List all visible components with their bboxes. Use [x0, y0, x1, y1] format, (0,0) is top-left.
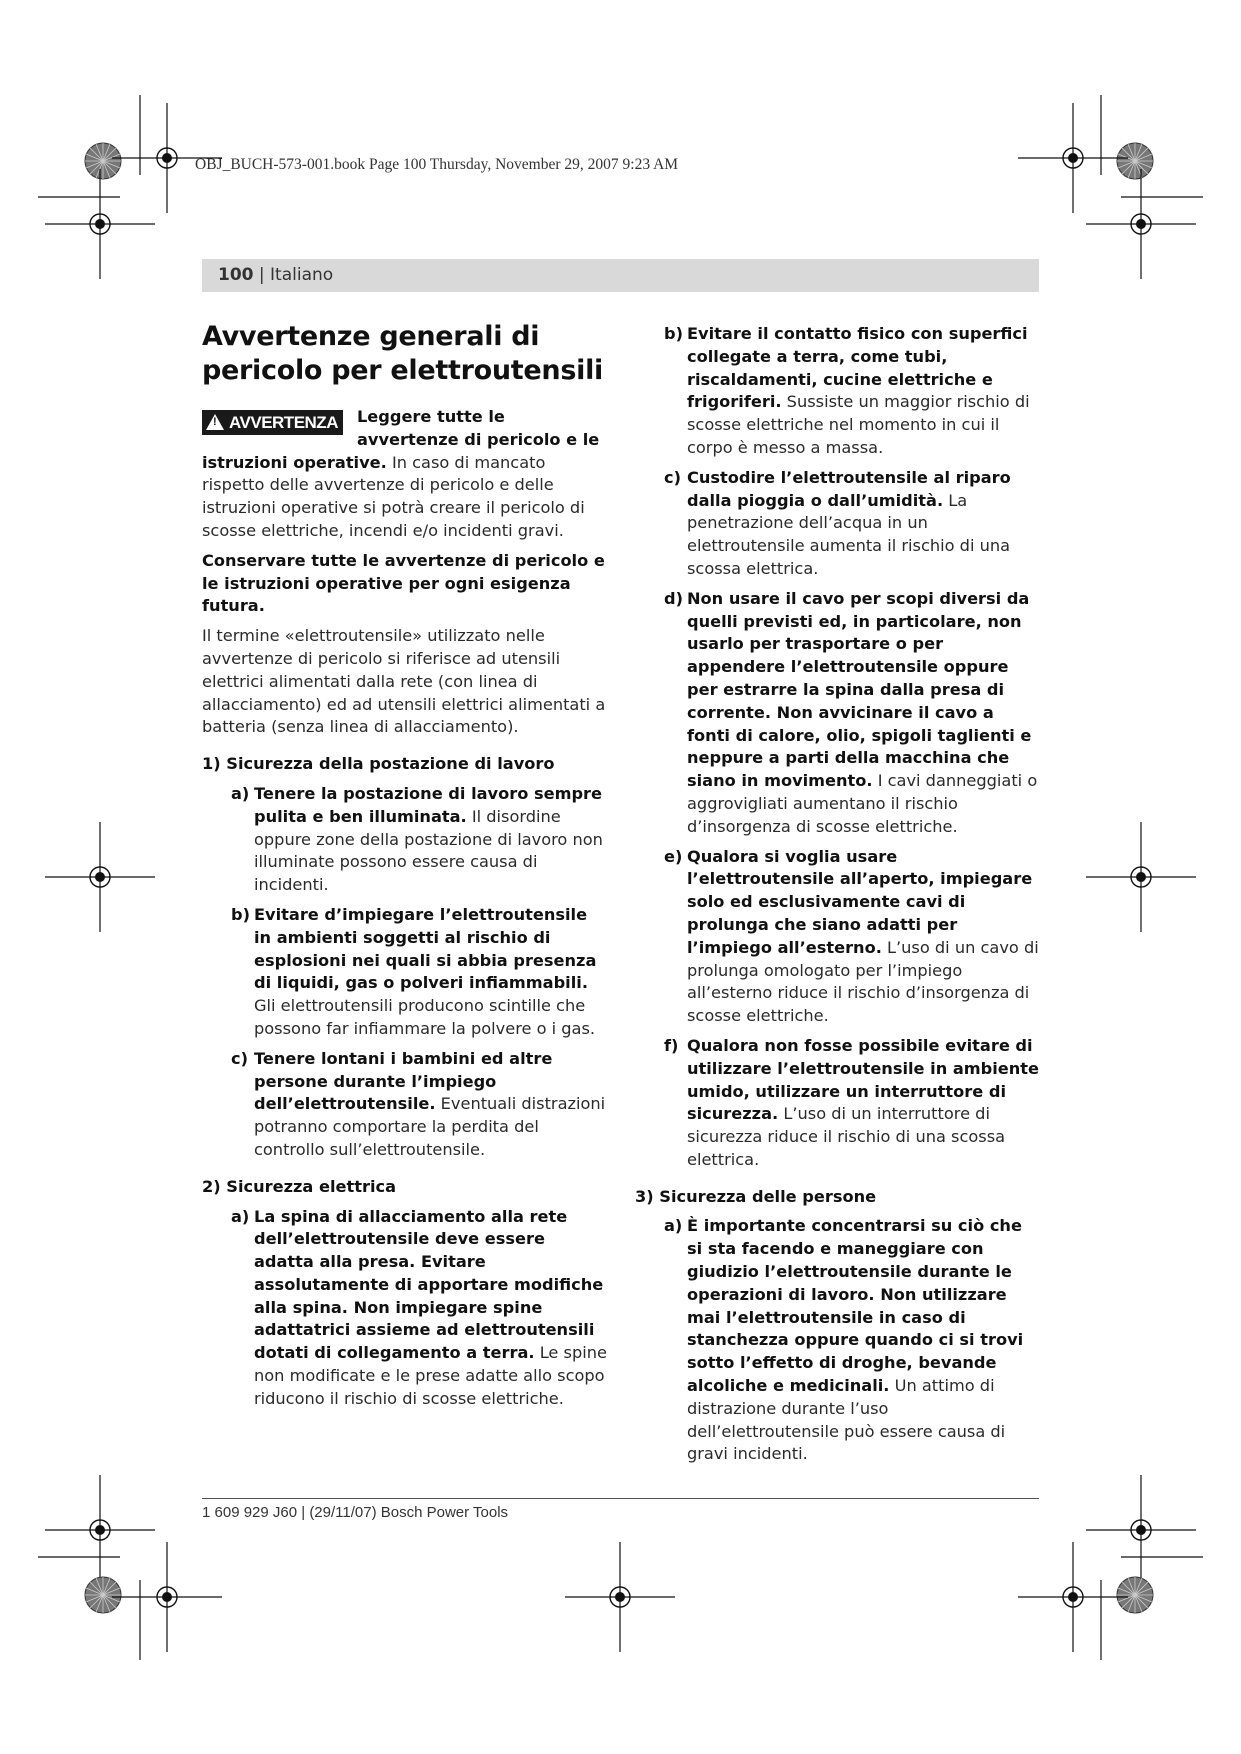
list-item: f) Qualora non fosse possibile evitare di utilizzare l’elettroutensile in ambiente umido, utilizzare un interruttore di sicurezza. L’uso di un interruttore di sicurezza riduce il rischio di una scossa elettrica. [664, 1035, 1040, 1169]
list-item: b) Evitare il contatto fisico con superfici collegate a terra, come tubi, riscaldamenti, cucine elettriche e frigoriferi. Sussiste un maggior rischio di scosse elettriche nel momento in cui il corpo è messo a massa. [664, 324, 1030, 457]
left-column [202, 320, 608, 1418]
print-slug: OBJ_BUCH-573-001.book Page 100 Thursday, November 29, 2007 9:23 AM [195, 156, 679, 173]
crosshair-mark-middle-left [45, 822, 155, 932]
crosshair-mark-top-right [1086, 169, 1196, 279]
registration-wheel-top-left [85, 143, 121, 179]
crosshair-mark-top-left [45, 169, 155, 279]
list-item: a) È importante concentrarsi su ciò che si sta facendo e maneggiare con giudizio l’elettroutensile durante le operazioni di lavoro. Non utilizzare mai l’elettroutensile in caso di stanchezza oppure quando ci si trovi sotto l’effetto di droghe, bevande alcoliche e medicinali. Un attimo di distrazione durante l’uso dell’elettroutensile può essere causa di gravi incidenti. [664, 1216, 1024, 1464]
page-number: 100 [218, 265, 254, 285]
registration-wheel-bottom-left [85, 1577, 121, 1613]
list-item: d) Non usare il cavo per scopi diversi da quelli previsti ed, in particolare, non usarlo per trasportare o per appendere l’elettroutensile oppure per estrarre la spina dalla presa di corrente. Non avvicinare il cavo a fonti di calore, olio, spigoli taglienti e neppure a parti della macchina che siano in movimento. I cavi danneggiati o aggrovigliati aumentano il rischio d’insorgenza di scosse elettriche. [664, 588, 1038, 836]
list-item: c) Tenere lontani i bambini ed altre persone durante l’impiego dell’elettroutensile. Eventuali distrazioni potranno comportare la perdita del controllo sull’elettroutensile. [231, 1048, 606, 1159]
list-item: c) Custodire l’elettroutensile al riparo dalla pioggia o dall’umidità. La penetrazione dell’acqua in un elettroutensile aumenta il rischio di una scossa elettrica. [664, 467, 1011, 578]
warning-triangle-icon: ! [206, 414, 224, 430]
header-language: Italiano [270, 265, 334, 285]
warning-intro [202, 406, 608, 543]
crosshair-mark-bottom-left-inner [112, 1542, 222, 1652]
footer-text: 1 609 929 J60 | (29/11/07) Bosch Power Tools [202, 1504, 509, 1521]
crosshair-mark-top-right-inner [1018, 103, 1128, 213]
warning-intro-text: In caso di mancato rispetto delle avvertenze di pericolo e delle istruzioni operative si potrà creare il pericolo di scosse elettriche, incendi e/o incidenti gravi. [202, 452, 585, 540]
keep-instructions-note: Conservare tutte le avvertenze di pericolo e le istruzioni operative per ogni esigenza futura. [202, 550, 605, 616]
crosshair-mark-bottom-right [1086, 1475, 1196, 1585]
crosshair-mark-bottom-left [45, 1475, 155, 1585]
list-item: a) La spina di allacciamento alla rete dell’elettroutensile deve essere adatta alla presa. Evitare assolutamente di apportare modifiche alla spina. Non impiegare spine adattatrici assieme ad elettroutensili dotati di collegamento a terra. Le spine non modificate e le prese adatte allo scopo riducono il rischio di scosse elettriche. [231, 1206, 607, 1408]
page-title: Avvertenze generali di pericolo per elettroutensili [202, 321, 603, 386]
registration-wheel-bottom-right [1117, 1577, 1153, 1613]
crosshair-mark-bottom-center [565, 1542, 675, 1652]
warning-badge-label: AVVERTENZA [229, 413, 338, 432]
section-heading: 1) Sicurezza della postazione di lavoro [202, 754, 555, 774]
section-heading: 3) Sicurezza delle persone [635, 1186, 877, 1206]
list-item: e) Qualora si voglia usare l’elettroutensile all’aperto, impiegare solo ed esclusivamente cavi di prolunga che siano adatti per l’impiego all’esterno. L’uso di un cavo di prolunga omologato per l’impiego all’esterno riduce il rischio d’insorgenza di scosse elettriche. [664, 846, 1039, 1026]
warning-badge [202, 410, 343, 435]
running-header [202, 259, 1039, 292]
list-item: b) Evitare d’impiegare l’elettroutensile in ambienti soggetti al rischio di esplosioni nei quali si abbia presenza di liquidi, gas o polveri infiammabili. Gli elettroutensili producono scintille che possono far infiammare la polvere o i gas. [231, 904, 597, 1038]
footer-rule [202, 1498, 1039, 1499]
right-column [635, 323, 1040, 1473]
term-definition: Il termine «elettroutensile» utilizzato nelle avvertenze di pericolo si riferisce ad utensili elettrici alimentati dalla rete (con linea di allacciamento) ed ad utensili elettrici alimentati a batteria (senza linea di allacciamento). [202, 626, 606, 737]
warning-intro-bold: Leggere tutte le avvertenze di pericolo e le istruzioni operative. [202, 407, 600, 472]
list-item: a) Tenere la postazione di lavoro sempre pulita e ben illuminata. Il disordine oppure zone della postazione di lavoro non illuminate possono essere causa di incidenti. [231, 783, 603, 895]
header-separator: | [253, 265, 271, 285]
section-heading: 2) Sicurezza elettrica [202, 1176, 397, 1196]
crosshair-mark-middle-right [1086, 822, 1196, 932]
crosshair-mark-bottom-right-inner [1018, 1542, 1128, 1652]
registration-wheel-top-right [1117, 143, 1153, 179]
